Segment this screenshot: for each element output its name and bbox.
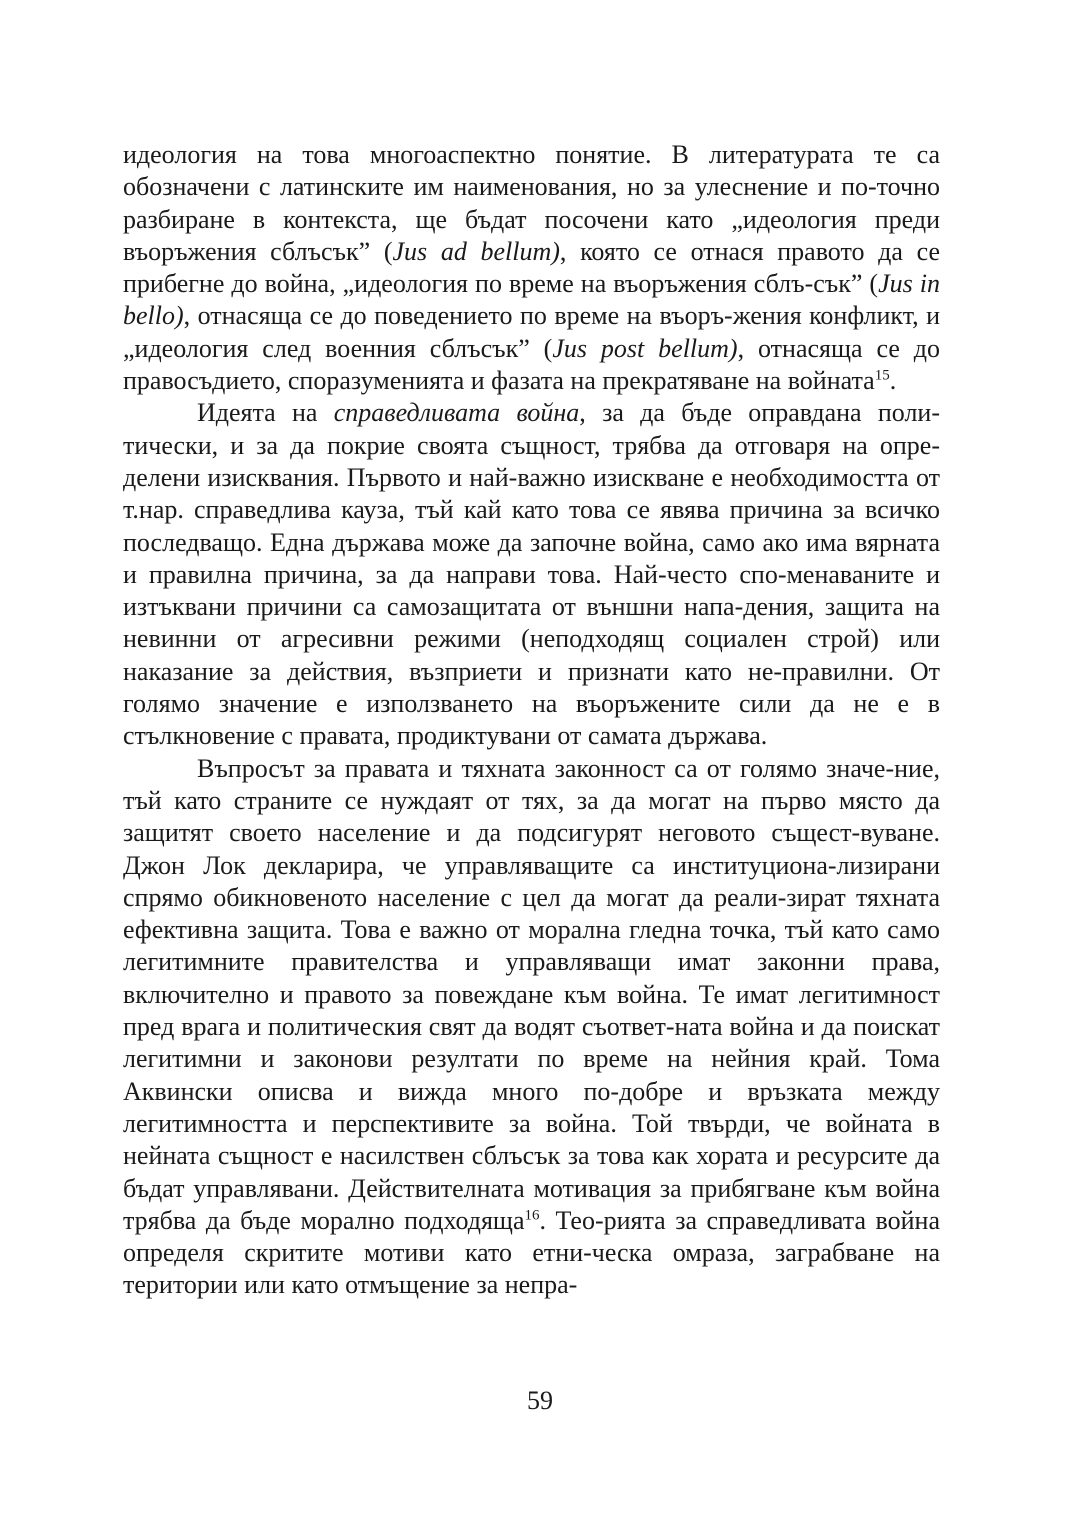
paragraph-1: [123, 139, 940, 397]
text-run: Въпросът за правата и тяхната законност са от голямо значе-ние, тъй като страните се нуждаят от тях, за да могат на първо място да защитят своето население и да подсигурят неговото същест-вуване. Джон Лок декларира, че управляващите са институциона-лизирани спрямо обикновеното население с цел да могат да реали-зират тяхната ефективна защита. Това е важно от морална гледна точка, тъй като само легитимните правителства и управляващи имат законни права, включително и правото за повеждане към война. Те имат легитимност пред врага и политическия свят да водят съответ-ната война и да поискат легитимни и законови резултати по време на нейния край. Тома Аквински описва и вижда много по-добре и връзката между легитимността и перспективите за война. Той твърди, че войната в нейната същност е насилствен сблъсък за това как хората и ресурсите да бъдат управлявани. Действителната мотивация за прибягване към война трябва да бъде морално подходяща: [123, 753, 940, 1235]
text-run: Идеята на: [197, 398, 334, 428]
paragraph-2: [123, 397, 940, 752]
text-run: , за да бъде оправдана поли-тически, и за да покрие своята същност, трябва да отговаря на опре-делени изисквания. Първото и най-важно изискване е необходимостта от т.нар. справедлива кауза, тъй кай като това се явява причина за всичко последващо. Една държава може да започне война, само ако има вярната и правилна причина, за да направи това. Най-често спо-менаваните и изтъквани причини са самозащитата от външни напа-дения, защита на невинни от агресивни режими (неподходящ социален строй) или наказание за действия, възприети и признати като не-правилни. От голямо значение е използването на въоръжените сили да не е в стълкновение с правата, продиктувани от самата държава.: [123, 398, 940, 751]
latin-term-jus-ad-bellum: Jus ad bellum): [392, 236, 560, 266]
text-run: , която се отнася правото да се прибегне до война, „идеология по време на въоръжения сблъ-сък” (: [123, 236, 940, 299]
footnote-ref-16: 16: [524, 1207, 540, 1224]
latin-term-jus-post-bellum: Jus post bellum): [552, 333, 738, 363]
paragraph-3: [123, 753, 940, 1302]
footnote-ref-15: 15: [874, 367, 890, 384]
latin-term-jus-in-bello: Jus in bello): [123, 269, 940, 331]
text-run: , отнасяща се до поведението по време на въоръ-жения конфликт, и „идеология след военния сблъсък” (: [123, 301, 940, 363]
text-run: .: [889, 366, 897, 396]
text-run: , отнасяща се до правосъдието, споразуменията и фазата на прекратяване на войната: [123, 333, 940, 396]
page-number: 59: [527, 1386, 553, 1415]
text-run: . Тео-рията за справедливата война определя скритите мотиви като етни-ческа омраза, заграбване на територии или като отмъщение за непра-: [123, 1205, 940, 1300]
text-run: идеология на това многоаспектно понятие. В литературата те са обозначени с латинските им наименования, но за улеснение и по-точно разбиране в контекста, ще бъдат посочени като „идеология преди въоръжения сблъсък” (: [123, 140, 940, 266]
page-body: [123, 139, 940, 1302]
italic-term-just-war: справедливата война: [333, 398, 580, 428]
